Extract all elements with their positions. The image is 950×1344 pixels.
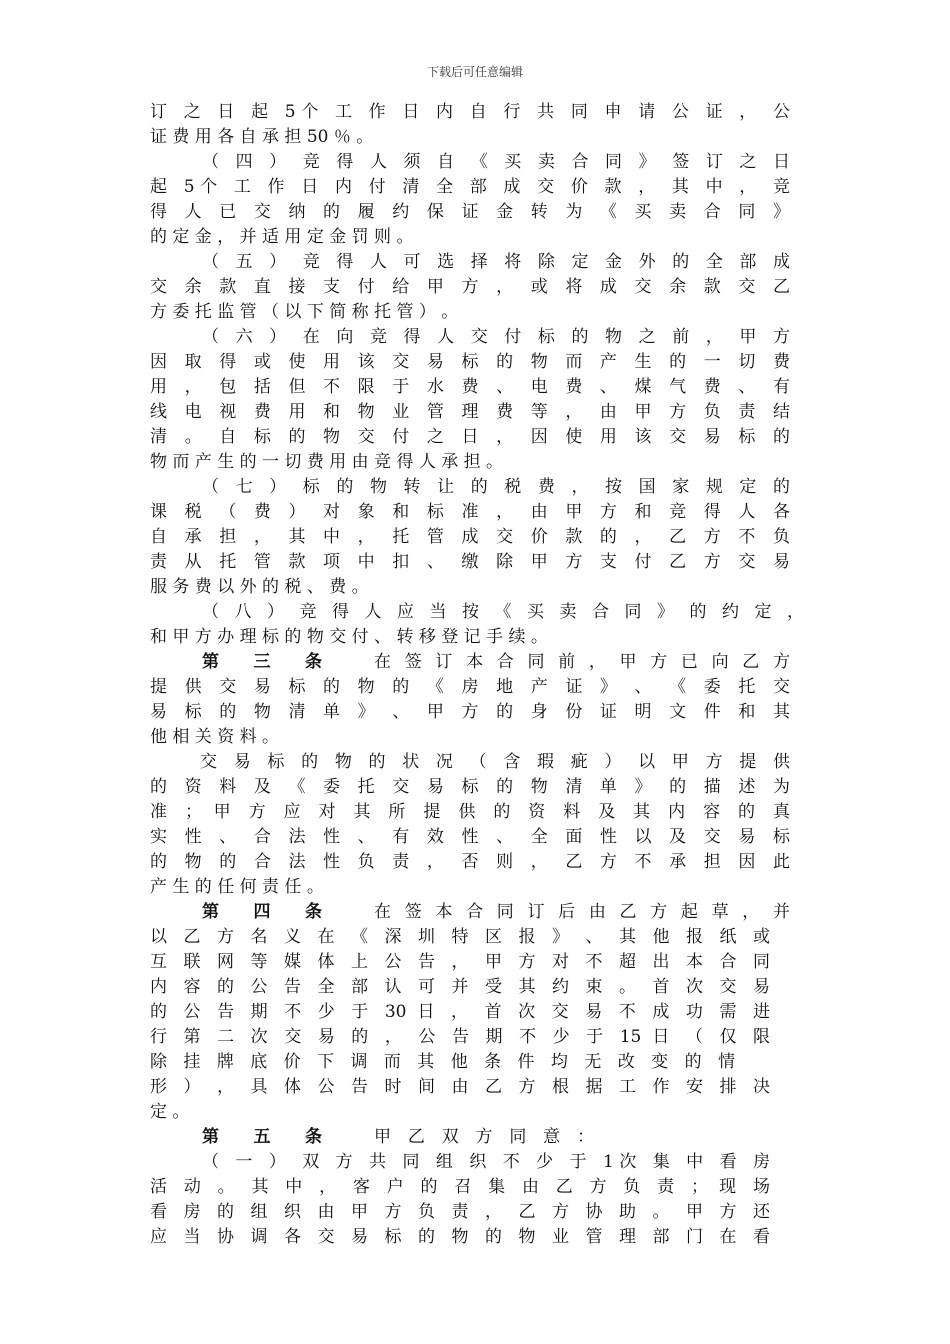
- text-line: 的 物 的 合 法 性 负 责 ， 否 则 ， 乙 方 不 承 担 因 此: [150, 852, 790, 872]
- document-body: [150, 100, 804, 1250]
- text-line: 以 乙 方 名 义 在 《 深 圳 特 区 报 》 、 其 他 报 纸 或: [150, 927, 770, 947]
- text-line: 起 5个 工 作 日 内 付 清 全 部 成 交 价 款 ， 其 中 ， 竞: [150, 177, 790, 197]
- text-line: 甲 乙 双 方 同 意 ：: [374, 1127, 594, 1147]
- text-line: 的 公 告 期 不 少 于 30 日 ， 首 次 交 易 不 成 功 需 进: [150, 1002, 770, 1022]
- text-line: 交 余 款 直 接 支 付 给 甲 方 ， 或 将 成 交 余 款 交 乙: [150, 277, 790, 297]
- text-line: （ 四 ） 竞 得 人 须 自 《 买 卖 合 同 》 签 订 之 日: [202, 152, 790, 172]
- text-line: 因 取 得 或 使 用 该 交 易 标 的 物 而 产 生 的 一 切 费: [150, 352, 790, 372]
- article-3-line: [150, 650, 790, 675]
- text-line: 内 容 的 公 告 全 部 认 可 并 受 其 约 束 。 首 次 交 易: [150, 977, 770, 997]
- text-line: 用 ， 包 括 但 不 限 于 水 费 、 电 费 、 煤 气 费 、 有: [150, 377, 790, 397]
- text-line: 和 甲 方 办 理 标 的 物 交 付 、 转 移 登 记 手 续 。: [150, 627, 548, 647]
- text-line: 方 委 托 监 管 （ 以 下 简 称 托 管 ） 。: [150, 302, 459, 322]
- text-line: 活 动 。 其 中 ， 客 户 的 召 集 由 乙 方 负 责 ； 现 场: [150, 1177, 770, 1197]
- text-line: （ 八 ） 竞 得 人 应 当 按 《 买 卖 合 同 》 的 约 定 ，: [202, 602, 804, 622]
- text-line: 除 挂 牌 底 价 下 调 而 其 他 条 件 均 无 改 变 的 情: [150, 1052, 735, 1072]
- text-line: 形 ） ， 具 体 公 告 时 间 由 乙 方 根 据 工 作 安 排 决: [150, 1077, 770, 1097]
- article-4-line: [150, 900, 790, 925]
- text-line: 提 供 交 易 标 的 物 的 《 房 地 产 证 》 、 《 委 托 交: [150, 677, 790, 697]
- text-line: 得 人 已 交 纳 的 履 约 保 证 金 转 为 《 买 卖 合 同 》: [150, 202, 790, 222]
- text-line: 证 费 用 各 自 承 担 50 ％ 。: [150, 127, 374, 147]
- text-line: 在 签 订 本 合 同 前 ， 甲 方 已 向 乙 方: [374, 652, 790, 672]
- text-line: 自 承 担 ， 其 中 ， 托 管 成 交 价 款 的 ， 乙 方 不 负: [150, 527, 790, 547]
- text-line: 课 税 （ 费 ） 对 象 和 标 准 ， 由 甲 方 和 竞 得 人 各: [150, 502, 790, 522]
- text-line: 准 ； 甲 方 应 对 其 所 提 供 的 资 料 及 其 内 容 的 真: [150, 802, 790, 822]
- article-3-heading: 第 三 条: [202, 652, 322, 672]
- page-header: 下载后可任意编辑: [426, 65, 523, 79]
- text-line: 线 电 视 费 用 和 物 业 管 理 费 等 ， 由 甲 方 负 责 结: [150, 402, 790, 422]
- text-line: 交 易 标 的 物 的 状 况 （ 含 瑕 疵 ） 以 甲 方 提 供: [200, 752, 790, 772]
- text-line: 互 联 网 等 媒 体 上 公 告 ， 甲 方 对 不 超 出 本 合 同: [150, 952, 770, 972]
- article-4-heading: 第 四 条: [202, 902, 322, 922]
- text-line: 订 之 日 起 5个 工 作 日 内 自 行 共 同 申 请 公 证 ， 公: [150, 102, 790, 122]
- text-line: （ 五 ） 竞 得 人 可 选 择 将 除 定 金 外 的 全 部 成: [202, 252, 790, 272]
- text-line: （ 七 ） 标 的 物 转 让 的 税 费 ， 按 国 家 规 定 的: [202, 477, 790, 497]
- article-5-line: [150, 1125, 790, 1150]
- text-line: 实 性 、 合 法 性 、 有 效 性 、 全 面 性 以 及 交 易 标: [150, 827, 790, 847]
- text-line: 行 第 二 次 交 易 的 ， 公 告 期 不 少 于 15 日 （ 仅 限: [150, 1027, 770, 1047]
- text-line: （ 一 ） 双 方 共 同 组 织 不 少 于 1次 集 中 看 房: [202, 1152, 770, 1172]
- text-line: 物 而 产 生 的 一 切 费 用 由 竞 得 人 承 担 。: [150, 452, 504, 472]
- text-line: 他 相 关 资 料 。: [150, 727, 280, 747]
- text-line: 责 从 托 管 款 项 中 扣 、 缴 除 甲 方 支 付 乙 方 交 易: [150, 552, 790, 572]
- text-line: （ 六 ） 在 向 竞 得 人 交 付 标 的 物 之 前 ， 甲 方: [202, 327, 790, 347]
- text-line: 定 。: [150, 1102, 190, 1122]
- text-line: 在 签 本 合 同 订 后 由 乙 方 起 草 ， 并: [374, 902, 790, 922]
- text-line: 应 当 协 调 各 交 易 标 的 物 的 物 业 管 理 部 门 在 看: [150, 1227, 770, 1247]
- text-line: 产 生 的 任 何 责 任 。: [150, 877, 324, 897]
- text-line: 的 定 金 ， 并 适 用 定 金 罚 则 。: [150, 227, 414, 247]
- text-line: 清 。 自 标 的 物 交 付 之 日 ， 因 使 用 该 交 易 标 的: [150, 427, 790, 447]
- article-5-heading: 第 五 条: [202, 1127, 322, 1147]
- text-line: 易 标 的 物 清 单 》 、 甲 方 的 身 份 证 明 文 件 和 其: [150, 702, 790, 722]
- text-line: 服 务 费 以 外 的 税 、 费 。: [150, 577, 369, 597]
- text-line: 的 资 料 及 《 委 托 交 易 标 的 物 清 单 》 的 描 述 为: [150, 777, 790, 797]
- text-line: 看 房 的 组 织 由 甲 方 负 责 ， 乙 方 协 助 。 甲 方 还: [150, 1202, 770, 1222]
